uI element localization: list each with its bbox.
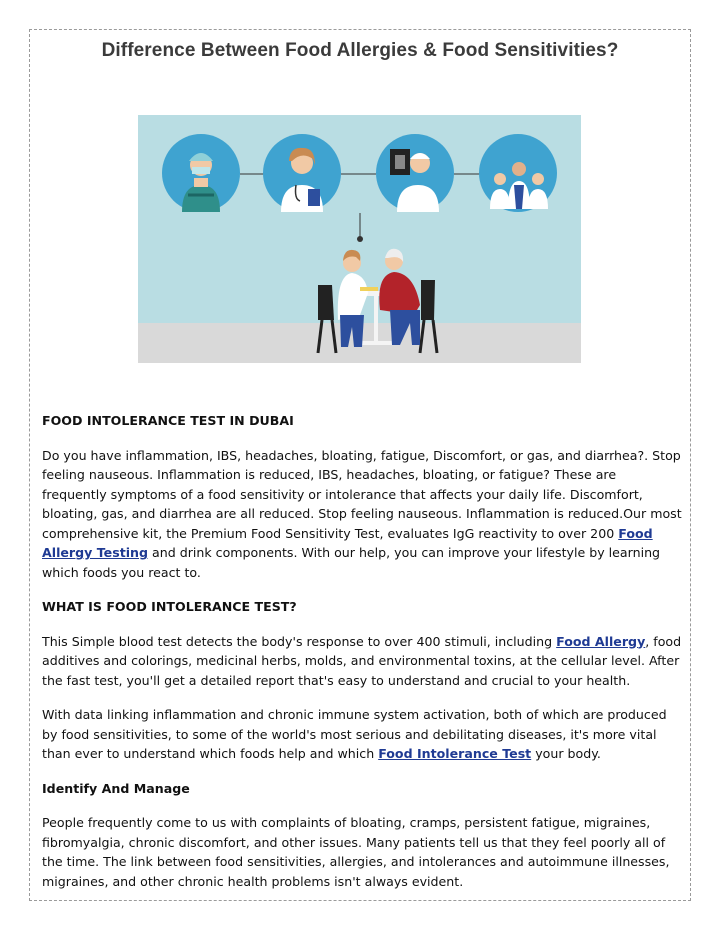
section-heading-identify-manage: Identify And Manage (42, 780, 190, 796)
surgeon-icon (162, 134, 240, 212)
food-intolerance-test-link[interactable]: Food Intolerance Test (378, 746, 532, 761)
doctor-xray-icon (376, 134, 454, 212)
paragraph (42, 632, 682, 691)
food-allergy-link[interactable]: Food Allergy (556, 633, 646, 649)
paragraph (42, 705, 682, 764)
paragraph-text: your body. (531, 746, 601, 761)
paragraph-text: and drink components. With our help, you can improve your lifestyle by learning which foods you react to. (42, 545, 661, 580)
paragraph-text: Do you have inflammation, IBS, headaches, bloating, fatigue, Discomfort, or gas, and diarrhea?. Stop feeling nauseous. Inflammation is reduced, IBS, headaches, bloating, or fatigue? These are frequently symptoms of a food sensitivity or intolerance that affects your daily life. Discomfort, bloating, gas, and diarrhea are all reduced. Stop feeling nauseous. Inflammation is reduced.Our most comprehensive kit, the Premium Food Sensitivity Test, evaluates IgG reactivity to over 200 (42, 447, 682, 541)
section-heading-food-intolerance-dubai: FOOD INTOLERANCE TEST IN DUBAI (42, 413, 294, 428)
medical-team-icon (479, 134, 557, 212)
paragraph (42, 446, 682, 583)
article-body (42, 411, 682, 906)
medical-consultation-illustration (138, 115, 581, 363)
section-heading-what-is-test: WHAT IS FOOD INTOLERANCE TEST? (42, 599, 297, 614)
food-allergy-testing-link[interactable]: Food Allergy Testing (42, 525, 653, 560)
nurse-icon (263, 134, 341, 212)
paragraph-text: With data linking inflammation and chronic immune system activation, both of which are produced by food sensitivities, to some of the world's most serious and debilitating diseases, it's more vital than ever to understand which foods help and which (42, 707, 667, 761)
paragraph-text: , food additives and colorings, medicinal herbs, molds, and environmental toxins, at the cellular level. After the fast test, you'll get a detailed report that's easy to understand and crucial to your health. (42, 633, 682, 688)
page-title: Difference Between Food Allergies & Food Sensitivities? (101, 40, 619, 61)
paragraph: People frequently come to us with complaints of bloating, cramps, persistent fatigue, migraines, fibromyalgia, chronic discomfort, and other issues. Many patients tell us that they feel poorly all of the time. The link between food sensitivities, allergies, and intolerances and autoimmune illnesses, migraines, and other chronic health problems isn't always evident. (42, 815, 670, 889)
paragraph-text: This Simple blood test detects the body's response to over 400 stimuli, including (42, 633, 557, 649)
